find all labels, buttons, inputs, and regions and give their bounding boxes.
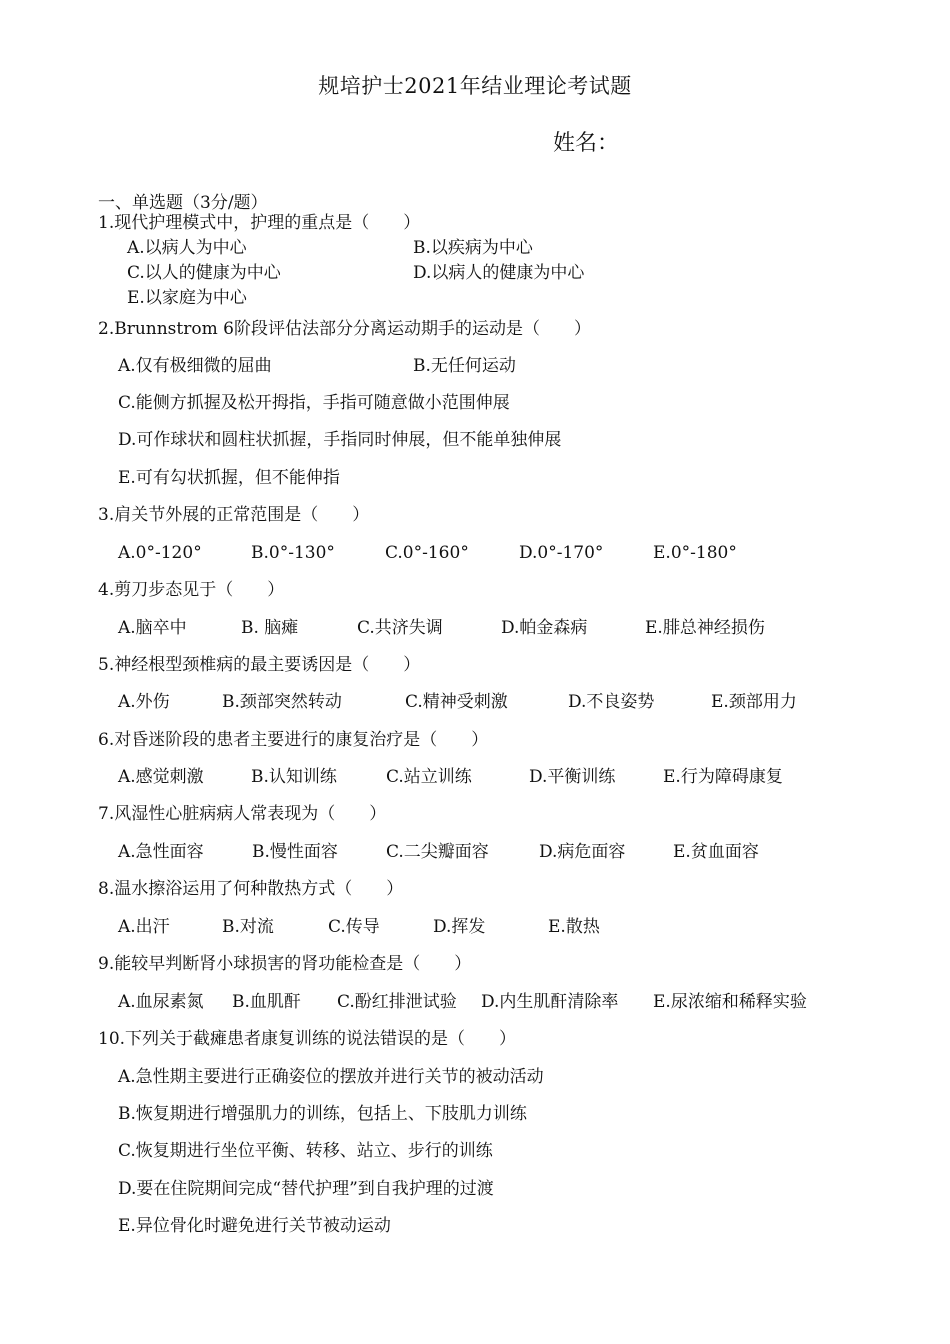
question-6-option-d: D.平衡训练 — [529, 767, 616, 787]
question-2-option-c: C.能侧方抓握及松开拇指，手指可随意做小范围伸展 — [118, 393, 510, 413]
question-6-option-e: E.行为障碍康复 — [663, 767, 783, 787]
question-10-stem: 10.下列关于截瘫患者康复训练的说法错误的是（ ） — [98, 1029, 517, 1049]
question-6-option-c: C.站立训练 — [386, 767, 472, 787]
question-6-option-a: A.感觉刺激 — [118, 767, 204, 787]
question-1-option-e: E.以家庭为中心 — [127, 288, 247, 308]
question-5-option-a: A.外伤 — [118, 692, 170, 712]
question-8-option-e: E.散热 — [548, 917, 600, 937]
question-5-stem: 5.神经根型颈椎病的最主要诱因是（ ） — [98, 655, 421, 675]
question-3-option-a: A.0°-120° — [118, 543, 202, 563]
question-2-option-a: A.仅有极细微的屈曲 — [118, 356, 272, 376]
question-8-stem: 8.温水擦浴运用了何种散热方式（ ） — [98, 879, 404, 899]
question-5-option-c: C.精神受刺激 — [405, 692, 508, 712]
question-9-stem: 9.能较早判断肾小球损害的肾功能检查是（ ） — [98, 954, 472, 974]
question-9-option-a: A.血尿素氮 — [118, 992, 204, 1012]
question-4-option-c: C.共济失调 — [357, 618, 443, 638]
question-2-option-d: D.可作球状和圆柱状抓握，手指同时伸展，但不能单独伸展 — [118, 430, 562, 450]
question-2-option-e: E.可有勾状抓握，但不能伸指 — [118, 468, 340, 488]
section-heading: 一、单选题（3分/题） — [98, 193, 268, 213]
question-1-option-c: C.以人的健康为中心 — [127, 263, 281, 283]
question-9-option-e: E.尿浓缩和稀释实验 — [653, 992, 807, 1012]
question-2-option-b: B.无任何运动 — [413, 356, 516, 376]
question-7-stem: 7.风湿性心脏病病人常表现为（ ） — [98, 804, 387, 824]
question-3-option-b: B.0°-130° — [251, 543, 335, 563]
question-2-stem: 2.Brunnstrom 6阶段评估法部分分离运动期手的运动是（ ） — [98, 319, 591, 339]
page-title: 规培护士2021年结业理论考试题 — [318, 74, 632, 98]
question-4-option-b: B. 脑瘫 — [241, 618, 299, 638]
question-7-option-b: B.慢性面容 — [252, 842, 338, 862]
question-10-option-e: E.异位骨化时避免进行关节被动运动 — [118, 1216, 391, 1236]
question-1-option-b: B.以疾病为中心 — [413, 238, 533, 258]
name-label: 姓名： — [553, 131, 620, 156]
question-10-option-d: D.要在住院期间完成“替代护理”到自我护理的过渡 — [118, 1179, 494, 1199]
question-7-option-d: D.病危面容 — [539, 842, 626, 862]
question-1-option-a: A.以病人为中心 — [127, 238, 247, 258]
question-10-option-a: A.急性期主要进行正确姿位的摆放并进行关节的被动活动 — [118, 1067, 544, 1087]
question-7-option-a: A.急性面容 — [118, 842, 204, 862]
question-5-option-d: D.不良姿势 — [568, 692, 655, 712]
question-4-option-d: D.帕金森病 — [501, 618, 588, 638]
question-3-option-d: D.0°-170° — [519, 543, 604, 563]
question-3-option-e: E.0°-180° — [653, 543, 737, 563]
question-3-stem: 3.肩关节外展的正常范围是（ ） — [98, 505, 370, 525]
question-4-option-a: A.脑卒中 — [118, 618, 187, 638]
question-10-option-c: C.恢复期进行坐位平衡、转移、站立、步行的训练 — [118, 1141, 493, 1161]
question-3-option-c: C.0°-160° — [385, 543, 469, 563]
question-9-option-d: D.内生肌酐清除率 — [481, 992, 619, 1012]
question-7-option-c: C.二尖瓣面容 — [386, 842, 489, 862]
question-9-option-c: C.酚红排泄试验 — [337, 992, 457, 1012]
question-5-option-e: E.颈部用力 — [711, 692, 797, 712]
question-6-stem: 6.对昏迷阶段的患者主要进行的康复治疗是（ ） — [98, 730, 489, 750]
question-1-stem: 1.现代护理模式中，护理的重点是（ ） — [98, 213, 421, 233]
question-9-option-b: B.血肌酐 — [232, 992, 301, 1012]
question-10-option-b: B.恢复期进行增强肌力的训练，包括上、下肢肌力训练 — [118, 1104, 527, 1124]
question-1-option-d: D.以病人的健康为中心 — [413, 263, 585, 283]
question-6-option-b: B.认知训练 — [251, 767, 337, 787]
question-8-option-c: C.传导 — [328, 917, 380, 937]
question-5-option-b: B.颈部突然转动 — [222, 692, 342, 712]
question-8-option-d: D.挥发 — [433, 917, 486, 937]
question-4-stem: 4.剪刀步态见于（ ） — [98, 580, 285, 600]
question-8-option-b: B.对流 — [222, 917, 274, 937]
question-8-option-a: A.出汗 — [118, 917, 170, 937]
question-7-option-e: E.贫血面容 — [673, 842, 759, 862]
question-4-option-e: E.腓总神经损伤 — [645, 618, 765, 638]
